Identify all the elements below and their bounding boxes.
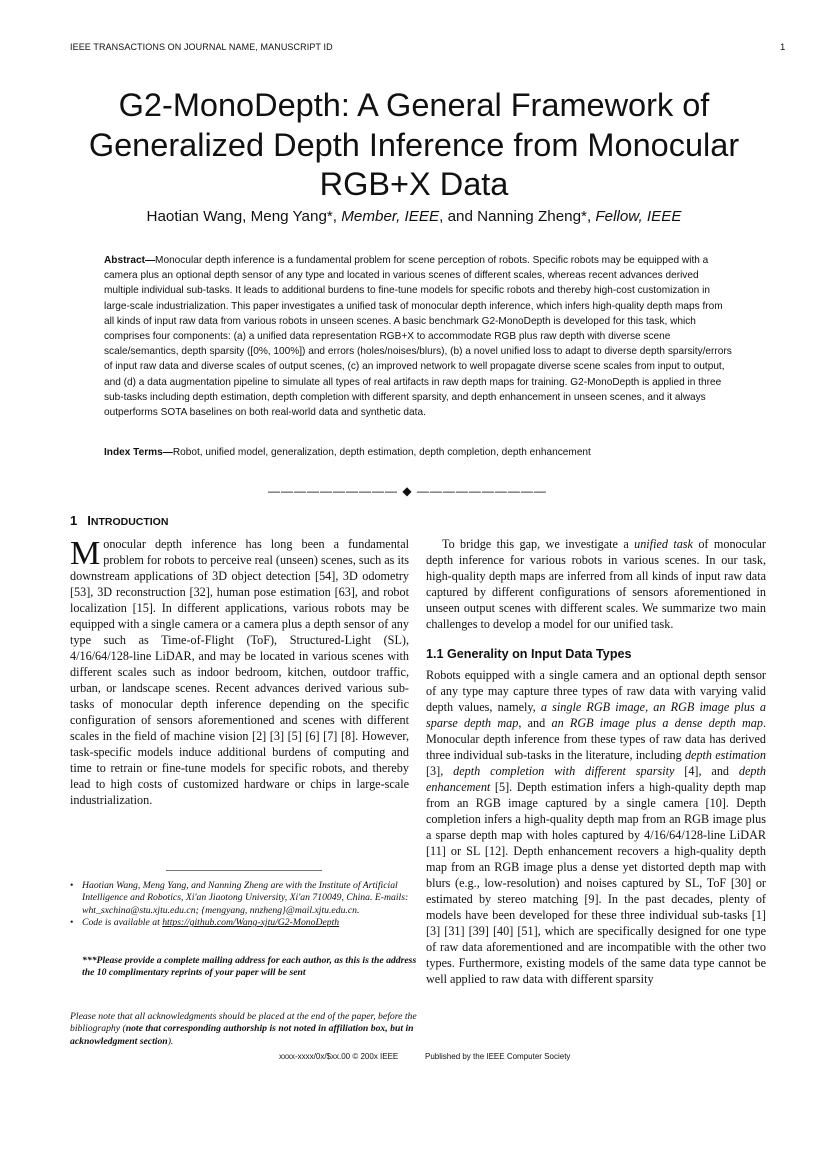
paper-title	[40, 86, 788, 205]
section-title-rest: NTRODUCTION	[90, 516, 169, 528]
section-title-cap: I	[87, 513, 91, 528]
running-head: IEEE TRANSACTIONS ON JOURNAL NAME, MANUSCRIPT ID	[70, 42, 333, 52]
author-role-2: Fellow, IEEE	[595, 208, 682, 225]
abstract-text: Monocular depth inference is a fundamental problem for scene perception of robots. Specific robots may be equipped with a camera plus an optional depth sensor of any type and located in various scenes of different scales, whereas recent advances derived multiple individual sub-tasks. It leads to additional burdens to fine-tune models for specific robots and thereby high-cost customization in large-scale industrialization. This paper investigates a unified task of monocular depth inference, which infers high-quality depth maps from all kinds of input raw data from various robots in unseen scenes. A basic benchmark G2-MonoDepth is developed for this task, which comprises four components: (a) a unified data representation RGB+X to accommodate RGB plus raw depth with diverse scene scale/semantics, depth sparsity ([0%, 100%]) and errors (holes/noises/blurs), (b) a novel unified loss to adapt to diverse depth sparsity/errors of input raw data and diverse scales of output scenes, (c) an improved network to well propagate diverse scene scales from input to output, and (d) a data augmentation pipeline to simulate all types of real artifacts in raw depth maps for training. G2-MonoDepth is applied in three sub-tasks including depth estimation, depth completion with different sparsity, and depth enhancement in unseen scenes, and it always outperforms SOTA baselines on both real-world data and synthetic data.	[104, 255, 732, 419]
section-heading-introduction	[70, 513, 168, 528]
index-terms: Index Terms—Robot, unified model, generalization, depth estimation, depth completion, depth enhancement	[104, 447, 591, 458]
section-number: 1	[70, 513, 78, 528]
index-terms-text: Robot, unified model, generalization, depth estimation, depth completion, depth enhancement	[172, 447, 591, 458]
subsection-heading: 1.1 Generality on Input Data Types	[426, 647, 632, 661]
page-number: 1	[780, 42, 786, 53]
intro-p1-text: onocular depth inference has long been a fundamental problem for robots to perceive real (unseen) scenes, such as its downstream applications of 3D object detection [54], 3D odometry [53], 3D reconstruction [32], human pose estimation [63], and robot localization [15]. In different applications, various robots may be equipped with a single camera or a camera plus a depth sensor of any type such as Time-of-Flight (ToF), Structured-Light (SL), 4/16/64/128-line LiDAR, and may be located in various scenes with different scales such as indoor bedroom, kitchen, outdoor traffic, urban, or landscape scenes. Recent advances derived various sub-tasks of monocular depth inference depending on the specific configuration of sensors aforementioned and scenes with different scales in the field of machine vision [2] [3] [5] [6] [7] [8]. However, task-specific models induce additional burdens of computing and time to retrain or fine-tune models for specific robots, and thereby lead to high costs of customized hardware or chips in large-scale industrialization.	[70, 537, 409, 807]
copyright-footer: xxxx-xxxx/0x/$xx.00 © 200x IEEE	[279, 1052, 399, 1061]
publisher-footer: Published by the IEEE Computer Society	[425, 1052, 571, 1061]
footnote-code: • Code is available at https://github.com/Wang-xjtu/G2-MonoDepth	[70, 917, 418, 929]
unified-task-term: unified task	[634, 537, 693, 551]
intro-paragraph-1	[70, 536, 409, 808]
subsection-paragraph: Robots equipped with a single camera and an optional depth sensor of any type may capture three types of raw data with varying valid depth values, namely, a single RGB image, an RGB image plus a sparse depth map, and an RGB image plus a dense depth map. Monocular depth inference from these types of raw data has derived three individual sub-tasks in the literature, including depth estimation [3], depth completion with different sparsity [4], and depth enhancement [5]. Depth estimation infers a high-quality depth map from an RGB image captured by a single camera [10]. Depth completion infers a high-quality depth map from an RGB image plus a sparse depth map with holes captured by 4/16/64/128-line LiDAR [11] or SL [12]. Depth enhancement recovers a high-quality depth map from an RGB image plus a dense yet distorted depth map with blurs (e.g., low-resolution) and noises captured by SL, ToF [30] or estimated by stereo matching [9]. In the past decades, plenty of models have been developed for these three individual sub-tasks [1] [3] [31] [39] [40] [51], which are specifically designed for one type of raw data aforementioned and are incompatible with the other two types. Furthermore, existing models of the same data type cannot be well applied to raw data with different sparsity	[426, 668, 767, 986]
index-terms-label: Index Terms	[104, 447, 163, 458]
author-role-1: Member, IEEE	[341, 208, 440, 225]
code-link[interactable]: https://github.com/Wang-xjtu/G2-MonoDepth	[162, 917, 340, 929]
mailing-address-note: ***Please provide a complete mailing address for each author, as this is the address the 10 complimentary reprints of your paper will be sent	[82, 955, 417, 979]
footnote-list	[70, 880, 418, 930]
section-divider: —————————— ◆ ——————————	[268, 484, 547, 498]
abstract-label: Abstract	[104, 255, 145, 266]
abstract: Abstract—Monocular depth inference is a fundamental problem for scene perception of robots. Specific robots may be equipped with a camera plus an optional depth sensor of any type and located in various scenes of different scales, whereas recent advances derived multiple individual sub-tasks. It leads to additional burdens to fine-tune models for specific robots and thereby high-cost customization in large-scale industrialization. This paper investigates a unified task of monocular depth inference, which infers high-quality depth maps from all kinds of input raw data from various robots in unseen scenes. A basic benchmark G2-MonoDepth is developed for this task, which comprises four components: (a) a unified data representation RGB+X to accommodate RGB plus raw depth with diverse scene scale/semantics, depth sparsity ([0%, 100%]) and errors (holes/noises/blurs), (b) a novel unified loss to adapt to diverse depth sparsity/errors of input raw data and diverse scales of output scenes, (c) an improved network to well propagate diverse scene scales from input to output, and (d) a data augmentation pipeline to simulate all types of real artifacts in raw depth maps for training. G2-MonoDepth is applied in three sub-tasks including depth estimation, depth completion with different sparsity, and depth enhancement in unseen scenes, and it always outperforms SOTA baselines on both real-world data and synthetic data.	[104, 255, 732, 419]
author-names-2: , and Nanning Zheng*,	[439, 208, 596, 225]
title-line-1: G2-MonoDepth: A General Framework of	[118, 87, 710, 123]
intro-paragraph-2: To bridge this gap, we investigate a unified task of monocular depth inference for various robots in various scenes. In our task, high-quality depth maps are inferred from all kinds of input raw data captured by different configurations of sensors aforementioned in unseen output scenes with different scales. We summarize two main challenges to develop a model for our unified task.	[426, 537, 766, 631]
footnote-affiliation: • Haotian Wang, Meng Yang, and Nanning Zheng are with the Institute of Artificial Intelligence and Robotics, Xi'an Jiaotong University, Xi'an 710049, China. E-mails: wht_sxchina@stu.xjtu.edu.cn; {mengyang, nnzheng}@mail.xjtu.edu.cn.	[70, 880, 418, 917]
title-line-2: Generalized Depth Inference from Monocular	[88, 126, 740, 163]
author-list	[40, 208, 788, 225]
author-names-1: Haotian Wang, Meng Yang*,	[146, 208, 342, 225]
footnote-rule	[166, 870, 322, 871]
drop-cap: M	[70, 535, 101, 572]
acknowledgment-note: Please note that all acknowledgments should be placed at the end of the paper, before the bibliography (note that corresponding authorship is not noted in affiliation box, but in acknowledgment section).	[70, 1011, 417, 1047]
title-line-3: RGB+X Data	[319, 166, 509, 202]
